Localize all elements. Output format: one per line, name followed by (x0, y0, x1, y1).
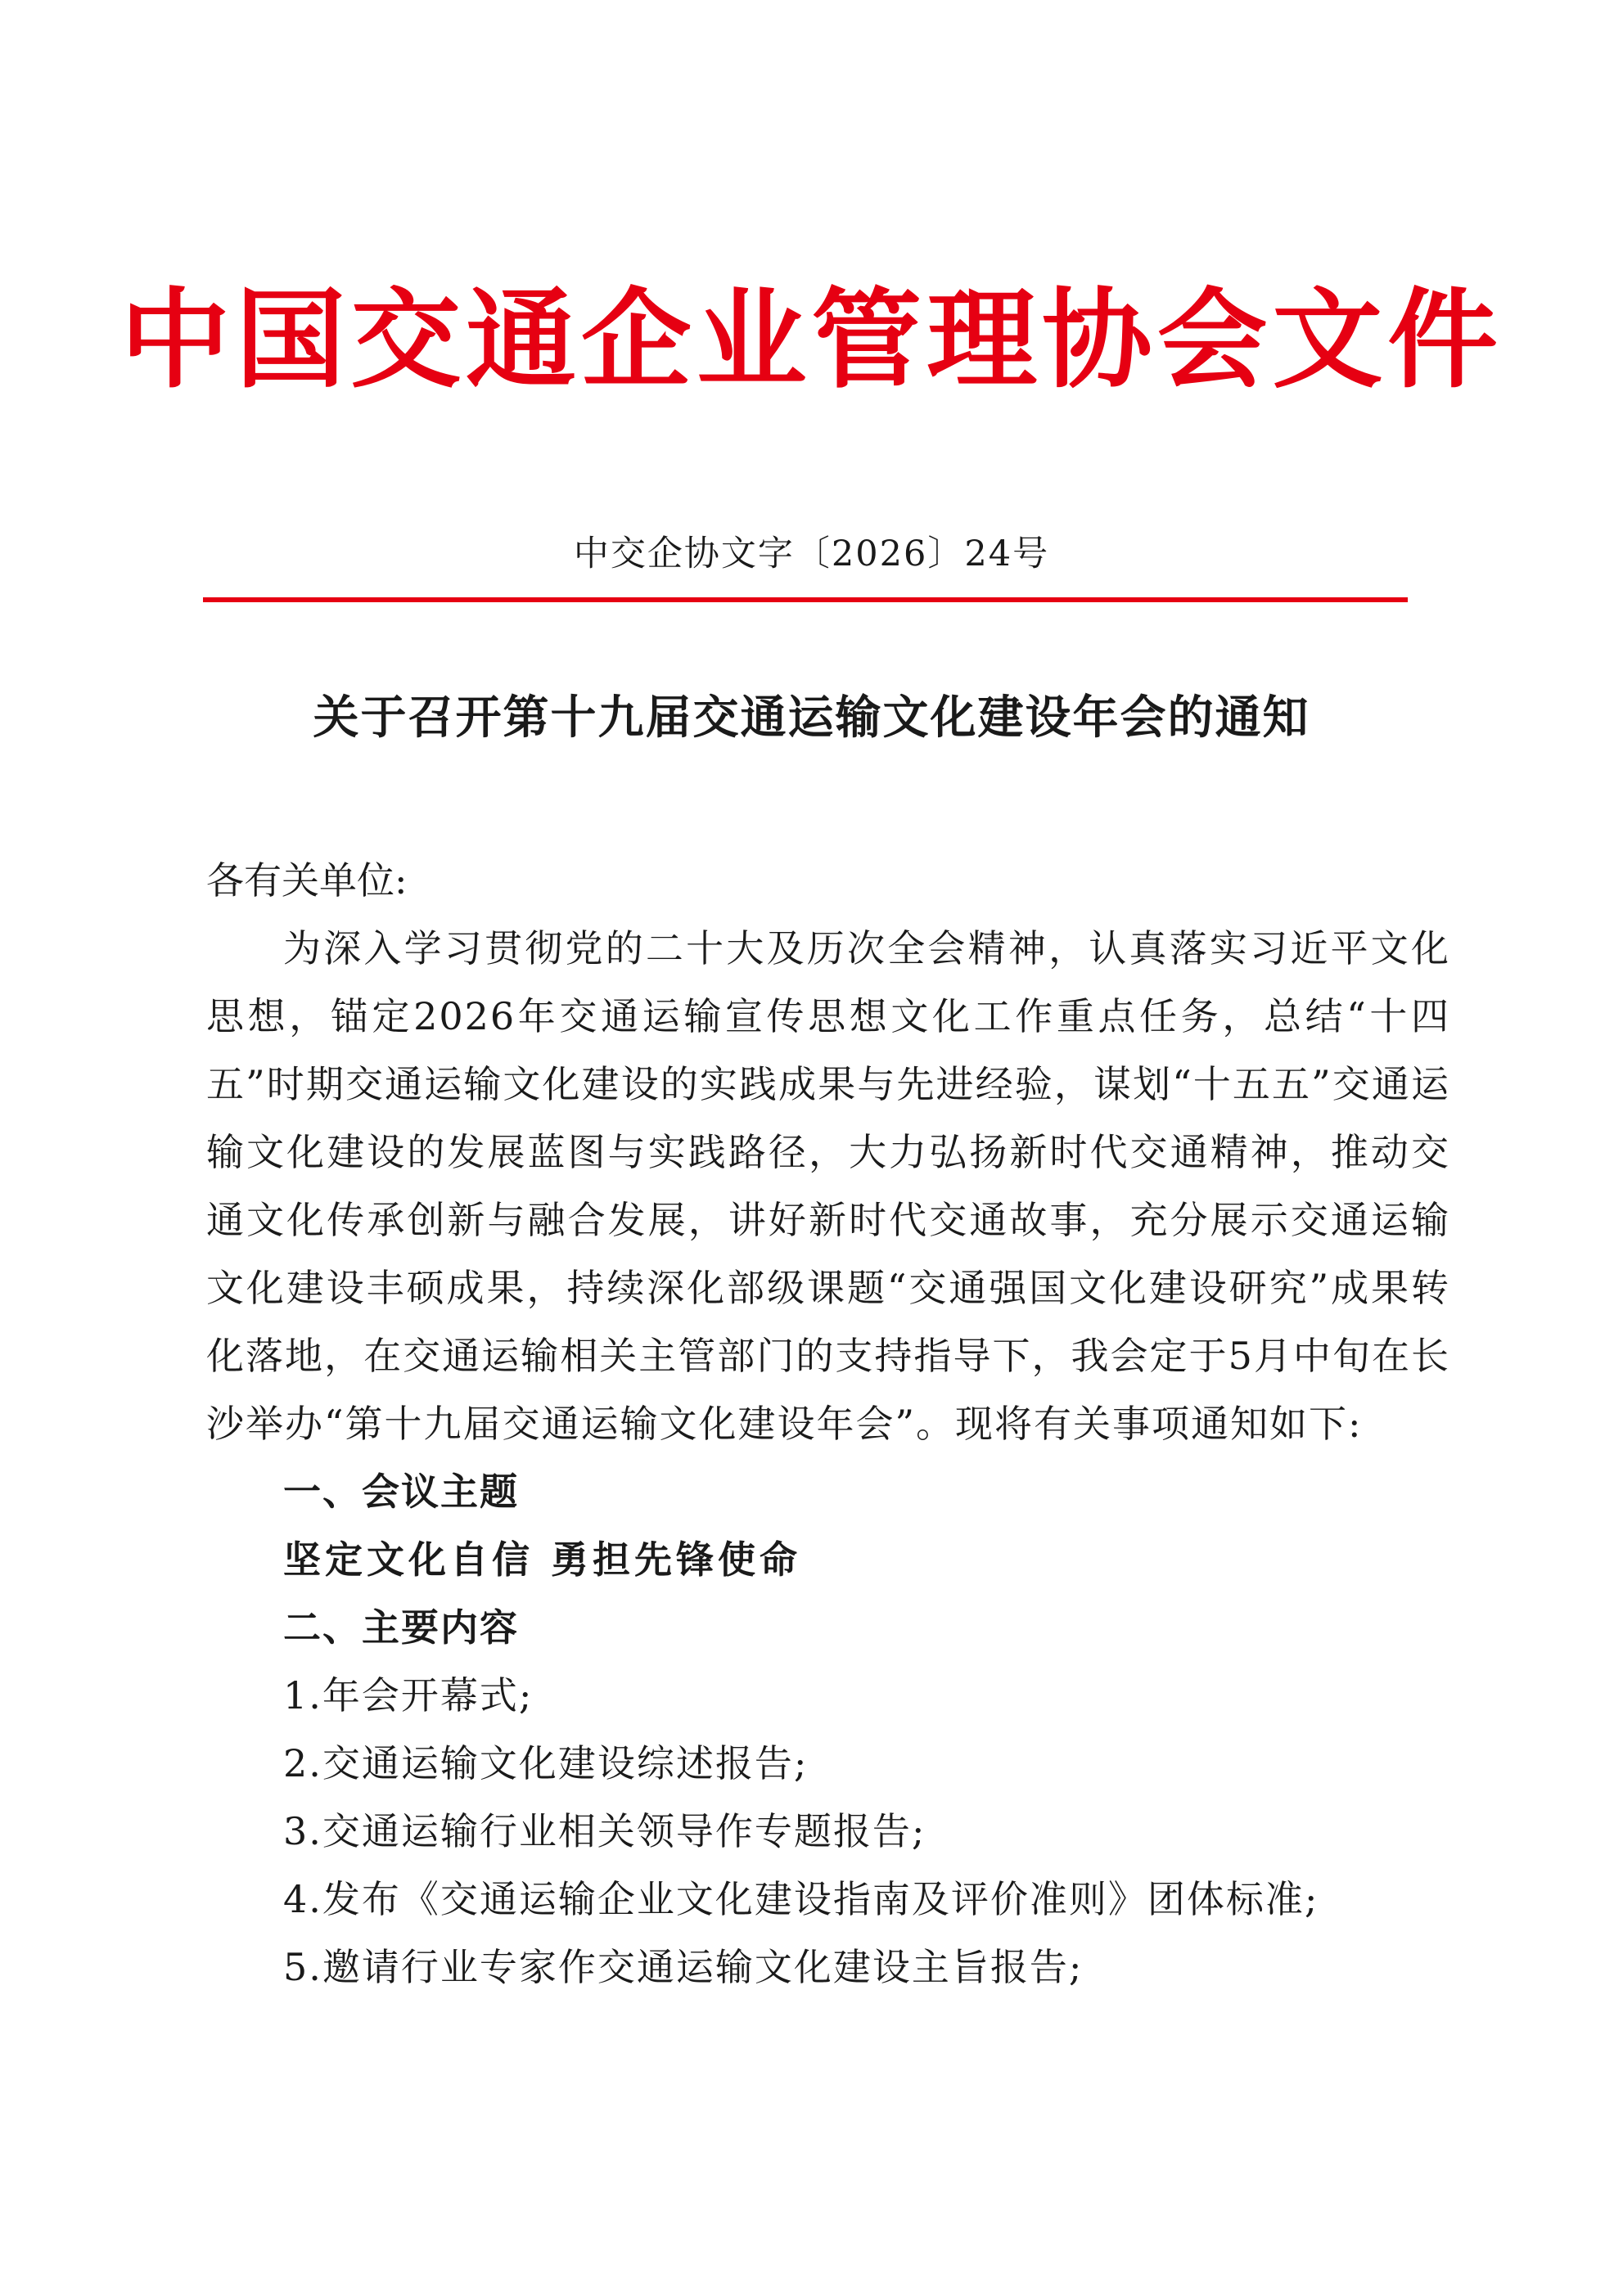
document-number: 中交企协文字〔2026〕24号 (573, 533, 1050, 574)
salutation: 各有关单位: (206, 858, 408, 903)
list-item: 5.邀请行业专家作交通运输文化建设主旨报告; (283, 1945, 1084, 1989)
masthead-title: 中国交通企业管理协会文件 (119, 277, 1504, 403)
list-item: 2.交通运输文化建设综述报告; (283, 1741, 809, 1785)
conference-theme: 坚定文化自信 勇担先锋使命 (283, 1537, 802, 1582)
list-item: 4.发布《交通运输企业文化建设指南及评价准则》团体标准; (283, 1877, 1319, 1921)
list-item: 3.交通运输行业相关领导作专题报告; (283, 1809, 926, 1853)
notice-body (206, 847, 1450, 2001)
intro-paragraph: 为深入学习贯彻党的二十大及历次全会精神，认真落实习近平文化思想，锚定2026年交通运输宣传思想文化工作重点任务，总结“十四五”时期交通运输文化建设的实践成果与先进经验，谋划“十五五”交通运输文化建设的发展蓝图与实践路径，大力弘扬新时代交通精神，推动交通文化传承创新与融合发展，讲好新时代交通故事，充分展示交通运输文化建设丰硕成果，持续深化部级课题“交通强国文化建设研究”成果转化落地，在交通运输相关主管部门的支持指导下，我会定于5月中旬在长沙举办“第十九届交通运输文化建设年会”。现将有关事项通知如下: (206, 926, 1450, 1446)
notice-title: 关于召开第十九届交通运输文化建设年会的通知 (313, 691, 1310, 745)
section-heading-content: 二、主要内容 (283, 1605, 519, 1650)
content-list (206, 1662, 1450, 2001)
section-heading-theme: 一、会议主题 (283, 1470, 519, 1514)
list-item: 1.年会开幕式; (283, 1673, 534, 1717)
red-divider-line (203, 597, 1408, 602)
